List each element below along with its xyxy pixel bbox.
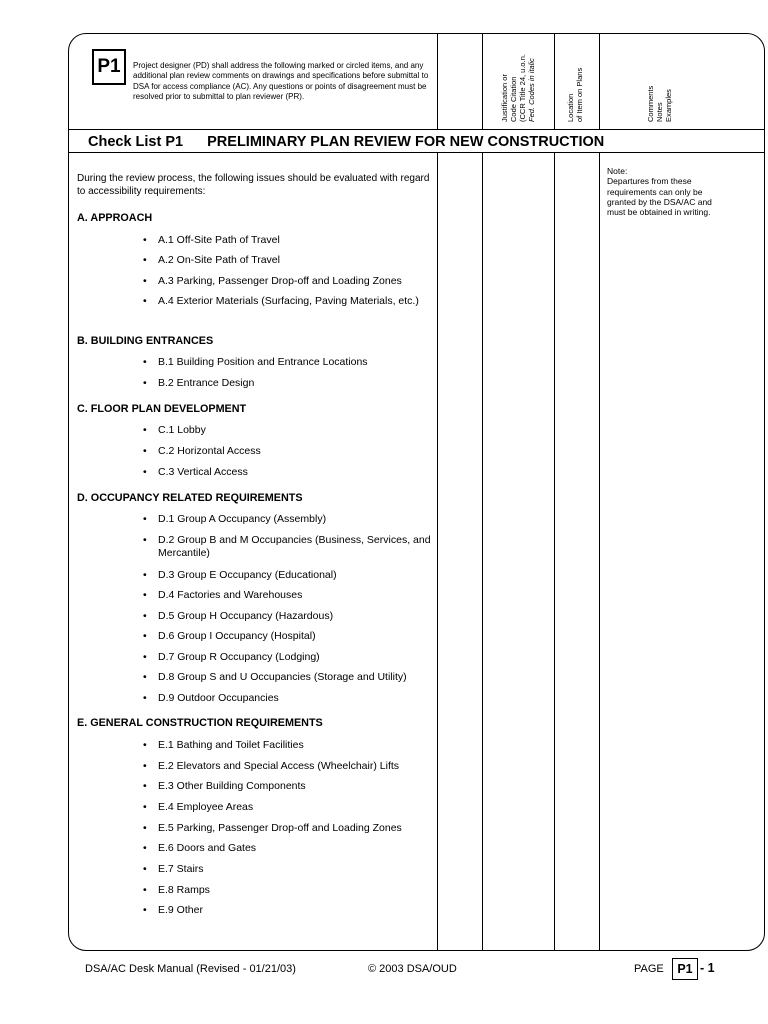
footer-page-label: PAGE	[634, 963, 664, 975]
list-item: • D.6 Group I Occupancy (Hospital)	[143, 630, 316, 642]
column-divider-3	[554, 33, 555, 129]
section-heading-building-entrances: B. BUILDING ENTRANCES	[77, 335, 214, 347]
column-divider-1-body	[437, 152, 438, 951]
column-divider-4	[599, 33, 600, 129]
column-divider-2	[482, 33, 483, 129]
checklist-title	[88, 134, 728, 150]
list-item: • E.8 Ramps	[143, 884, 210, 896]
list-item: • D.8 Group S and U Occupancies (Storage and Utility)	[143, 671, 407, 683]
column-divider-2-body	[482, 152, 483, 951]
list-item: • B.1 Building Position and Entrance Locations	[143, 356, 368, 368]
section-heading-approach: A. APPROACH	[77, 212, 153, 224]
list-item: • D.7 Group R Occupancy (Lodging)	[143, 651, 320, 663]
column-header-location: Location of Item on Plans	[566, 67, 584, 122]
column-header-justification: Justification or Code Citation (CCR Title 24, u.o.n. Fed. Codes in italic	[500, 54, 536, 122]
instructions-text: Project designer (PD) shall address the following marked or circled items, and any additional plan review comments on drawings and specifications before submittal to DSA for access compliance (AC). Any questions or points of disagreement must be resolved prior to submittal to plan reviewer (PR).	[133, 61, 429, 102]
footer-copyright: © 2003 DSA/OUD	[368, 963, 457, 975]
list-item: • E.6 Doors and Gates	[143, 842, 257, 854]
title-text: PRELIMINARY PLAN REVIEW FOR NEW CONSTRUCTION	[207, 134, 605, 150]
footer-page-badge: P1	[672, 958, 698, 980]
list-item: • A.4 Exterior Materials (Surfacing, Paving Materials, etc.)	[143, 295, 419, 307]
departures-note: Note: Departures from these requirements can only be granted by the DSA/AC and must be obtained in writing.	[607, 166, 712, 218]
list-item: • D.1 Group A Occupancy (Assembly)	[143, 513, 327, 525]
list-item: • A.2 On-Site Path of Travel	[143, 254, 280, 266]
list-item: • B.2 Entrance Design	[143, 377, 255, 389]
section-heading-occupancy: D. OCCUPANCY RELATED REQUIREMENTS	[77, 492, 303, 504]
list-item: • D.4 Factories and Warehouses	[143, 589, 303, 601]
list-item: • E.2 Elevators and Special Access (Wheelchair) Lifts	[143, 760, 400, 772]
section-heading-floor-plan: C. FLOOR PLAN DEVELOPMENT	[77, 403, 247, 415]
list-item: • A.3 Parking, Passenger Drop-off and Loading Zones	[143, 275, 402, 287]
intro-text: During the review process, the following issues should be evaluated with regard to accessibility requirements:	[77, 173, 430, 197]
title-rule-top	[68, 129, 765, 130]
footer-page-number: - 1	[700, 961, 715, 975]
title-rule-bottom	[68, 152, 765, 153]
list-item: • C.3 Vertical Access	[143, 466, 248, 478]
checklist-badge: P1	[92, 49, 126, 85]
list-item: • E.5 Parking, Passenger Drop-off and Loading Zones	[143, 822, 402, 834]
list-item: • A.1 Off-Site Path of Travel	[143, 234, 280, 246]
list-item: • D.5 Group H Occupancy (Hazardous)	[143, 610, 334, 622]
footer-manual-title: DSA/AC Desk Manual (Revised - 01/21/03)	[85, 963, 296, 975]
list-item: • D.9 Outdoor Occupancies	[143, 692, 279, 704]
section-heading-general-construction: E. GENERAL CONSTRUCTION REQUIREMENTS	[77, 717, 323, 729]
list-item: • E.3 Other Building Components	[143, 780, 306, 792]
title-prefix: Check List P1	[88, 134, 184, 150]
list-item: • E.1 Bathing and Toilet Facilities	[143, 739, 304, 751]
column-header-comments: Comments Notes Examples	[646, 85, 673, 122]
list-item: • E.9 Other	[143, 904, 203, 916]
list-item: • E.7 Stairs	[143, 863, 204, 875]
list-item: • E.4 Employee Areas	[143, 801, 254, 813]
column-divider-3-body	[554, 152, 555, 951]
column-divider-1	[437, 33, 438, 129]
list-item: • D.2 Group B and M Occupancies (Business, Services, and Mercantile)	[143, 534, 431, 559]
list-item: • C.2 Horizontal Access	[143, 445, 261, 457]
list-item: • C.1 Lobby	[143, 424, 206, 436]
column-divider-4-body	[599, 152, 600, 951]
list-item: • D.3 Group E Occupancy (Educational)	[143, 569, 337, 581]
